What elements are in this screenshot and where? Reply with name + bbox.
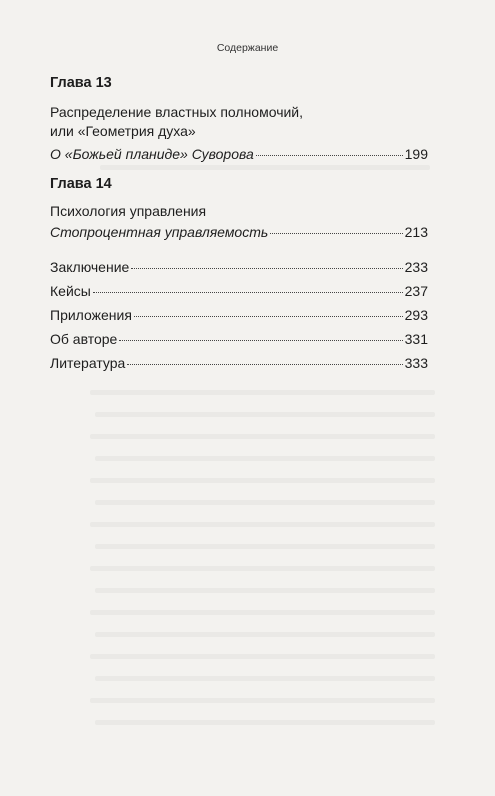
chapter-13-name-line-2: или «Геометрия духа» (50, 123, 196, 139)
chapter-13-name (50, 103, 430, 141)
toc-entry-page: 331 (404, 331, 428, 347)
leader-dots (256, 155, 403, 156)
toc-entry-label: Стопроцентная управляемость (50, 224, 269, 240)
leader-dots (134, 316, 403, 317)
chapter-14-name-line-1: Психология управления (50, 203, 207, 219)
toc-entry-about-author[interactable] (50, 331, 428, 347)
toc-entry-label: Приложения (50, 307, 132, 323)
toc-entry-literature[interactable] (50, 355, 428, 371)
toc-entry-cases[interactable] (50, 283, 428, 299)
toc-entry-page: 333 (404, 355, 428, 371)
toc-entry-label: О «Божьей планиде» Суворова (50, 146, 254, 162)
page-header: Содержание (216, 42, 279, 54)
leader-dots (131, 268, 402, 269)
toc-entry-page: 213 (404, 224, 428, 240)
toc-entry-page: 237 (404, 283, 428, 299)
toc-entry-page: 233 (404, 259, 428, 275)
toc-entry-label: Кейсы (50, 283, 91, 299)
chapter-14-name (50, 202, 430, 221)
leader-dots (270, 233, 402, 234)
leader-dots (127, 364, 402, 365)
toc-entry-appendices[interactable] (50, 307, 428, 323)
chapter-13-title: Глава 13 (50, 75, 112, 91)
leader-dots (119, 340, 402, 341)
toc-entry-suvorov[interactable] (50, 146, 428, 162)
toc-entry-conclusion[interactable] (50, 259, 428, 275)
toc-entry-manageability[interactable] (50, 224, 428, 240)
toc-entry-label: Литература (50, 355, 126, 371)
chapter-14-title: Глава 14 (50, 176, 112, 192)
chapter-13-name-line-1: Распределение властных полномочий, (50, 104, 304, 120)
leader-dots (93, 292, 403, 293)
toc-entry-label: Заключение (50, 259, 130, 275)
toc-entry-page: 199 (404, 146, 428, 162)
toc-entry-page: 293 (404, 307, 428, 323)
toc-entry-label: Об авторе (50, 331, 118, 347)
